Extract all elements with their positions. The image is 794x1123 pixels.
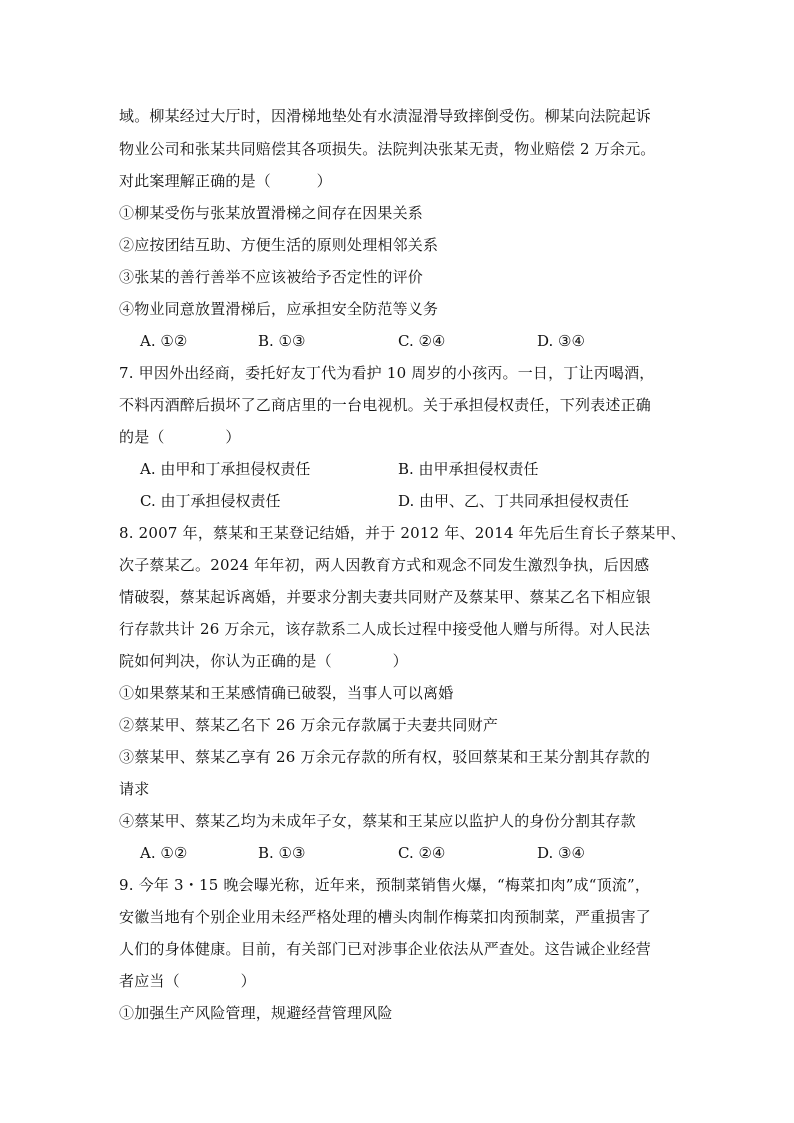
q7-option-b[interactable]: B. 由甲承担侵权责任 (398, 460, 539, 478)
q7-text-line-1: 7. 甲因外出经商，委托好友丁代为看护 10 周岁的小孩丙。一日，丁让丙喝酒， (119, 364, 655, 382)
q8-statement-4: ④蔡某甲、蔡某乙均为未成年子女，蔡某和王某应以监护人的身份分割其存款 (119, 812, 636, 830)
q9-text-line-2: 安徽当地有个别企业用未经严格处理的槽头肉制作梅菜扣肉预制菜，严重损害了 (119, 908, 652, 926)
q8-text-line-1: 8. 2007 年，蔡某和王某登记结婚，并于 2012 年、2014 年先后生育长子蔡某甲、 (119, 524, 686, 542)
q8-option-d[interactable]: D. ③④ (537, 844, 585, 862)
q8-statement-3-cont: 请求 (119, 780, 150, 798)
q8-question-stem: 院如何判决，你认为正确的是（ ） (119, 652, 408, 670)
q6-statement-4: ④物业同意放置滑梯后，应承担安全防范等义务 (119, 300, 439, 318)
q6-statement-3: ③张某的善行善举不应该被给予否定性的评价 (119, 268, 424, 286)
q7-text-line-2: 不料丙酒醉后损坏了乙商店里的一台电视机。关于承担侵权责任，下列表述正确 (119, 396, 652, 414)
q6-option-a[interactable]: A. ①② (140, 332, 188, 350)
q7-option-d[interactable]: D. 由甲、乙、丁共同承担侵权责任 (398, 492, 630, 510)
q8-statement-3: ③蔡某甲、蔡某乙享有 26 万余元存款的所有权，驳回蔡某和王某分割其存款的 (119, 748, 651, 766)
q9-statement-1: ①加强生产风险管理，规避经营管理风险 (119, 1004, 393, 1022)
q6-statement-1: ①柳某受伤与张某放置滑梯之间存在因果关系 (119, 204, 424, 222)
q8-statement-1: ①如果蔡某和王某感情确已破裂，当事人可以离婚 (119, 684, 454, 702)
q7-question-stem: 的是（ ） (119, 428, 241, 446)
q8-text-line-2: 次子蔡某乙。2024 年年初，两人因教育方式和观念不同发生激烈争执，后因感 (119, 556, 650, 574)
q6-option-b[interactable]: B. ①③ (258, 332, 306, 350)
q6-option-c[interactable]: C. ②④ (398, 332, 446, 350)
q8-text-line-4: 行存款共计 26 万余元，该存款系二人成长过程中接受他人赠与所得。对人民法 (119, 620, 651, 638)
q9-text-line-1: 9. 今年 3・15 晚会曝光称，近年来，预制菜销售火爆，“梅菜扣肉”成“顶流”， (119, 876, 651, 894)
q9-text-line-3: 人们的身体健康。目前，有关部门已对涉事企业依法从严查处。这告诫企业经营 (119, 940, 652, 958)
q6-text-line-1: 域。柳某经过大厅时，因滑梯地垫处有水渍湿滑导致摔倒受伤。柳某向法院起诉 (119, 107, 652, 125)
q8-option-c[interactable]: C. ②④ (398, 844, 446, 862)
q6-text-line-2: 物业公司和张某共同赔偿其各项损失。法院判决张某无责，物业赔偿 2 万余元。 (119, 140, 656, 158)
q7-option-c[interactable]: C. 由丁承担侵权责任 (140, 492, 281, 510)
q6-statement-2: ②应按团结互助、方便生活的原则处理相邻关系 (119, 236, 439, 254)
q6-question-stem: 对此案理解正确的是（ ） (119, 172, 332, 190)
q6-option-d[interactable]: D. ③④ (537, 332, 585, 350)
q8-text-line-3: 情破裂，蔡某起诉离婚，并要求分割夫妻共同财产及蔡某甲、蔡某乙名下相应银 (119, 588, 652, 606)
q8-option-a[interactable]: A. ①② (140, 844, 188, 862)
q7-option-a[interactable]: A. 由甲和丁承担侵权责任 (140, 460, 311, 478)
q9-question-stem: 者应当（ ） (119, 972, 256, 990)
q8-statement-2: ②蔡某甲、蔡某乙名下 26 万余元存款属于夫妻共同财产 (119, 716, 499, 734)
q8-option-b[interactable]: B. ①③ (258, 844, 306, 862)
